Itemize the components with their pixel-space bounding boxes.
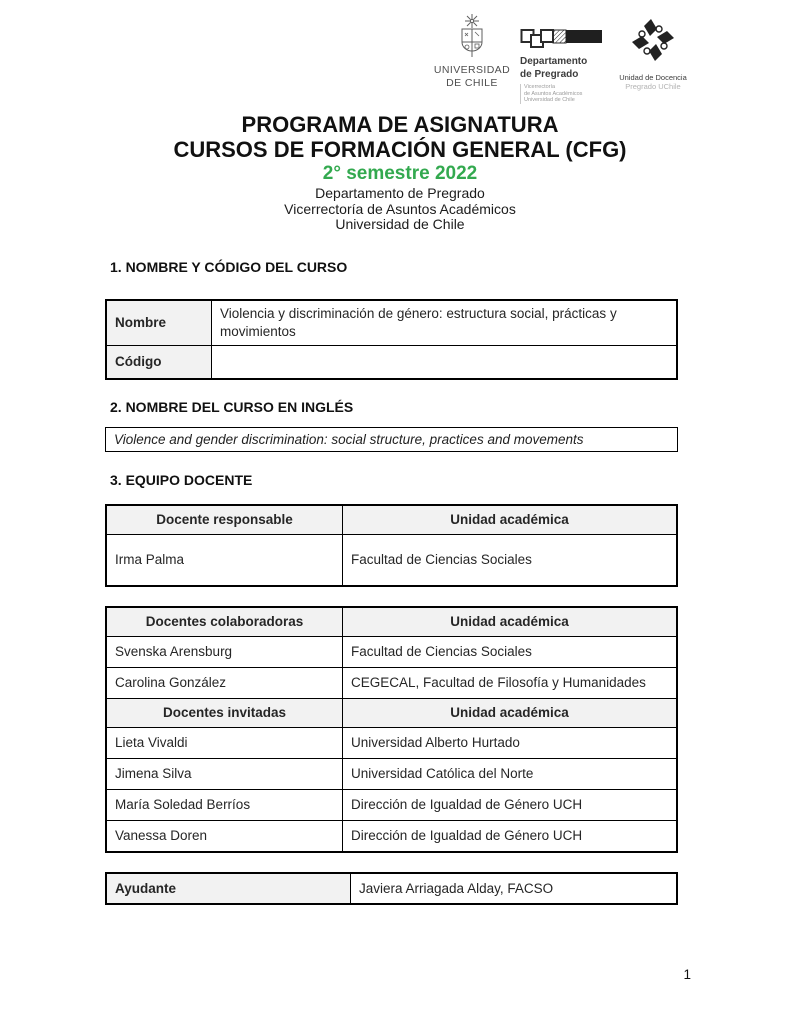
uchile-crest-icon [451,13,493,59]
ayudante-table [105,872,678,905]
logo-universidad-de-chile [426,13,518,89]
table-row [106,873,677,904]
unidad-text-line2: Pregrado UChile [625,82,681,91]
document-title-line1: PROGRAMA DE ASIGNATURA [241,112,559,137]
table-row [106,534,677,586]
ayudante-value-cell: Javiera Arriagada Alday, FACSO [351,873,678,904]
unidad-cell: Universidad Alberto Hurtado [343,727,678,758]
responsable-col1-header: Docente responsable [106,505,343,535]
title-sub3: Universidad de Chile [335,216,465,232]
table-row [106,758,677,789]
title-sub2: Vicerrectoría de Asuntos Académicos [284,200,516,217]
pregrado-tiny-text [520,84,608,104]
title-sub1: Departamento de Pregrado [315,185,485,201]
docente-name-cell: Svenska Arensburg [106,636,343,667]
section-2-heading: 2. NOMBRE DEL CURSO EN INGLÉS [110,398,354,415]
unidad-cell: Dirección de Igualdad de Género UCH [343,789,678,820]
unidad-text-line1: Unidad de Docencia [619,73,687,82]
section-1-heading: 1. NOMBRE Y CÓDIGO DEL CURSO [110,258,348,275]
english-name-box: Violence and gender discrimination: social structure, practices and movements [105,427,678,452]
table-row [106,667,677,698]
codigo-value-cell [212,345,678,379]
pregrado-title-line2: de Pregrado [520,69,579,80]
unidad-pinwheel-icon [626,15,680,65]
unidad-cell: Universidad Católica del Norte [343,758,678,789]
table-row [106,789,677,820]
invitadas-col1-header: Docentes invitadas [106,698,343,727]
table-header-row [106,607,677,637]
table-header-row [106,505,677,535]
unidad-cell: Dirección de Igualdad de Género UCH [343,820,678,852]
semester-subtitle: 2° semestre 2022 [322,163,478,184]
table-row [106,636,677,667]
table-header-row [106,698,677,727]
responsable-col2-header: Unidad académica [343,505,678,535]
page-number: 1 [683,967,691,982]
docente-name-cell: María Soledad Berríos [106,789,343,820]
nombre-value-cell: Violencia y discriminación de género: estructura social, prácticas y movimientos [212,300,678,346]
uchile-name-line1: UNIVERSIDAD [433,64,511,76]
logo-unidad-docencia [614,15,692,91]
document-body [105,259,678,905]
pregrado-tiny-line1: Vicerrectoría [524,84,556,90]
uchile-name-line2: DE CHILE [446,76,498,89]
section-3-heading: 3. EQUIPO DOCENTE [110,471,253,488]
pregrado-tiny-line3: Universidad de Chile [524,97,575,103]
course-name-code-table [105,299,678,380]
unidad-cell: CEGECAL, Facultad de Filosofía y Humanidades [343,667,678,698]
colaboradoras-col2-header: Unidad académica [343,607,678,637]
docente-responsable-table [105,504,678,587]
logo-departamento-pregrado [520,27,608,104]
unidad-cell: Facultad de Ciencias Sociales [343,534,678,586]
docente-name-cell: Carolina González [106,667,343,698]
invitadas-col2-header: Unidad académica [343,698,678,727]
nombre-label-cell: Nombre [106,300,212,346]
ayudante-label-cell: Ayudante [106,873,351,904]
header-logos [426,13,692,104]
docente-name-cell: Lieta Vivaldi [106,727,343,758]
pregrado-tiny-line2: de Asuntos Académicos [524,90,583,97]
docentes-colaboradoras-table [105,606,678,853]
table-row [106,300,677,346]
table-row [106,727,677,758]
pregrado-title-line1: Departamento [520,56,588,67]
colaboradoras-col1-header: Docentes colaboradoras [106,607,343,637]
table-row [106,820,677,852]
document-title-line2: CURSOS DE FORMACIÓN GENERAL (CFG) [173,137,627,162]
docente-name-cell: Jimena Silva [106,758,343,789]
docente-name-cell: Irma Palma [106,534,343,586]
codigo-label-cell: Código [106,345,212,379]
unidad-cell: Facultad de Ciencias Sociales [343,636,678,667]
pregrado-squares-icon [520,27,604,49]
table-row [106,345,677,379]
docente-name-cell: Vanessa Doren [106,820,343,852]
